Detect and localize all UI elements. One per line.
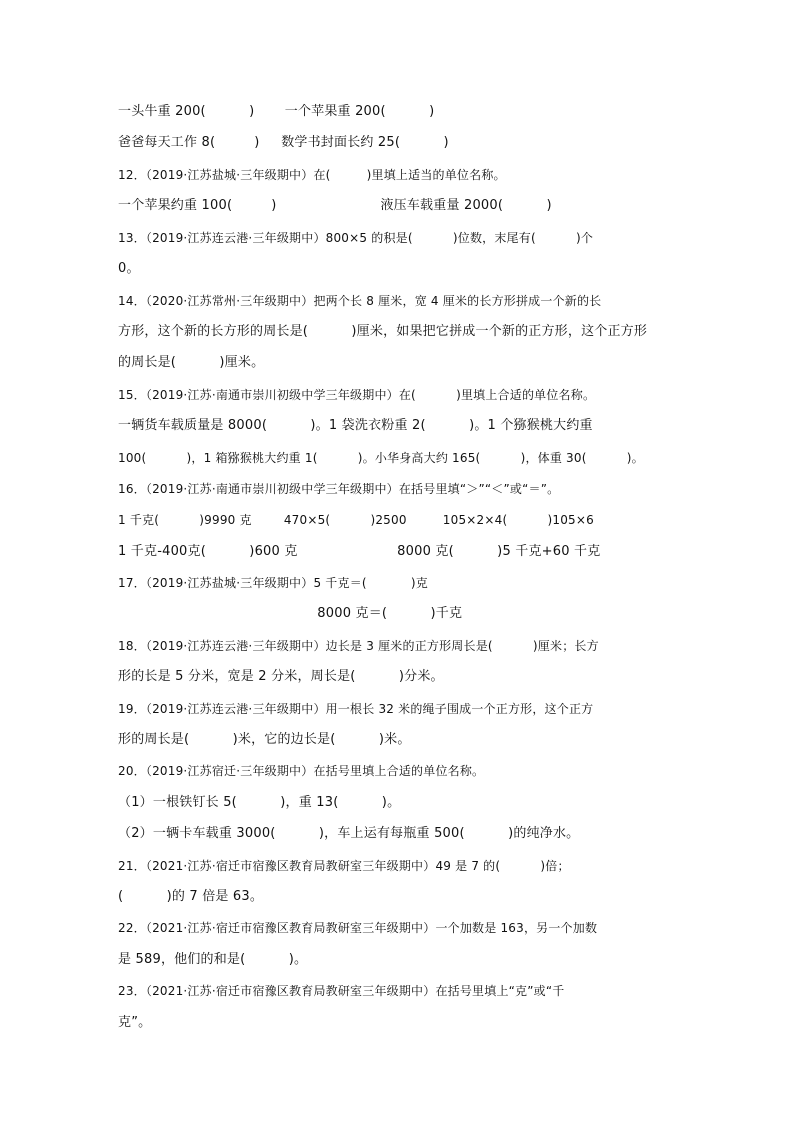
text-line: 一头牛重 200( ) 一个苹果重 200( ) (118, 104, 435, 119)
text-line: 方形，这个新的长方形的周长是( )厘米，如果把它拼成一个新的正方形，这个正方形 (118, 324, 648, 339)
question-13: 13．（2019·江苏连云港·三年级期中）800×5 的积是( )位数，末尾有( )个 (118, 231, 594, 245)
question-14: 14．（2020·江苏常州·三年级期中）把两个长 8 厘米，宽 4 厘米的长方形拼成一个新的长 (118, 294, 602, 308)
question-21: 21．（2021·江苏·宿迁市宿豫区教育局教研室三年级期中）49 是 7 的( )倍； (118, 859, 570, 873)
text-line: 形的周长是( )米，它的边长是( )米。 (118, 732, 411, 747)
text-line: 8000 克＝( )千克 (118, 606, 463, 621)
text-line: 1 千克( )9990 克 470×5( )2500 105×2×4( )105×6 (118, 513, 594, 527)
text-line: 1 千克-400克( )600 克 8000 克( )5 千克+60 千克 (118, 544, 601, 559)
text-line: 一个苹果约重 100( ) 液压车载重量 2000( ) (118, 198, 552, 213)
text-line: 一辆货车载质量是 8000( )。1 袋洗衣粉重 2( )。1 个猕猴桃大约重 (118, 418, 593, 433)
question-23: 23．（2021·江苏·宿迁市宿豫区教育局教研室三年级期中）在括号里填上“克”或“千 (118, 984, 565, 998)
question-18: 18．（2019·江苏连云港·三年级期中）边长是 3 厘米的正方形周长是( )厘米；长方 (118, 639, 599, 653)
text-line: 是 589，他们的和是( )。 (118, 952, 308, 967)
question-20: 20．（2019·江苏宿迁·三年级期中）在括号里填上合适的单位名称。 (118, 764, 485, 778)
text-line: 爸爸每天工作 8( ) 数学书封面长约 25( ) (118, 135, 449, 150)
text-line: 的周长是( )厘米。 (118, 355, 265, 370)
text-line: 0。 (118, 261, 140, 276)
question-17: 17．（2019·江苏盐城·三年级期中）5 千克＝( )克 (118, 576, 429, 590)
question-19: 19．（2019·江苏连云港·三年级期中）用一根长 32 米的绳子围成一个正方形，这个正方 (118, 702, 594, 716)
question-22: 22．（2021·江苏·宿迁市宿豫区教育局教研室三年级期中）一个加数是 163，另一个加数 (118, 921, 598, 935)
text-line: （1）一根铁钉长 5( )，重 13( )。 (118, 795, 401, 810)
text-line: 100( )，1 箱猕猴桃大约重 1( )。小华身高大约 165( )，体重 30( )。 (118, 451, 644, 465)
text-line: 克”。 (118, 1015, 152, 1030)
text-line: 形的长是 5 分米，宽是 2 分米，周长是( )分米。 (118, 669, 444, 684)
question-16: 16．（2019·江苏·南通市崇川初级中学三年级期中）在括号里填“＞”“＜”或“＝”。 (118, 482, 560, 496)
question-15: 15．（2019·江苏·南通市崇川初级中学三年级期中）在( )里填上合适的单位名称。 (118, 388, 596, 402)
text-line: ( )的 7 倍是 63。 (118, 889, 264, 904)
question-12: 12．（2019·江苏盐城·三年级期中）在( )里填上适当的单位名称。 (118, 168, 506, 182)
text-line: （2）一辆卡车载重 3000( )，车上运有每瓶重 500( )的纯净水。 (118, 826, 580, 841)
